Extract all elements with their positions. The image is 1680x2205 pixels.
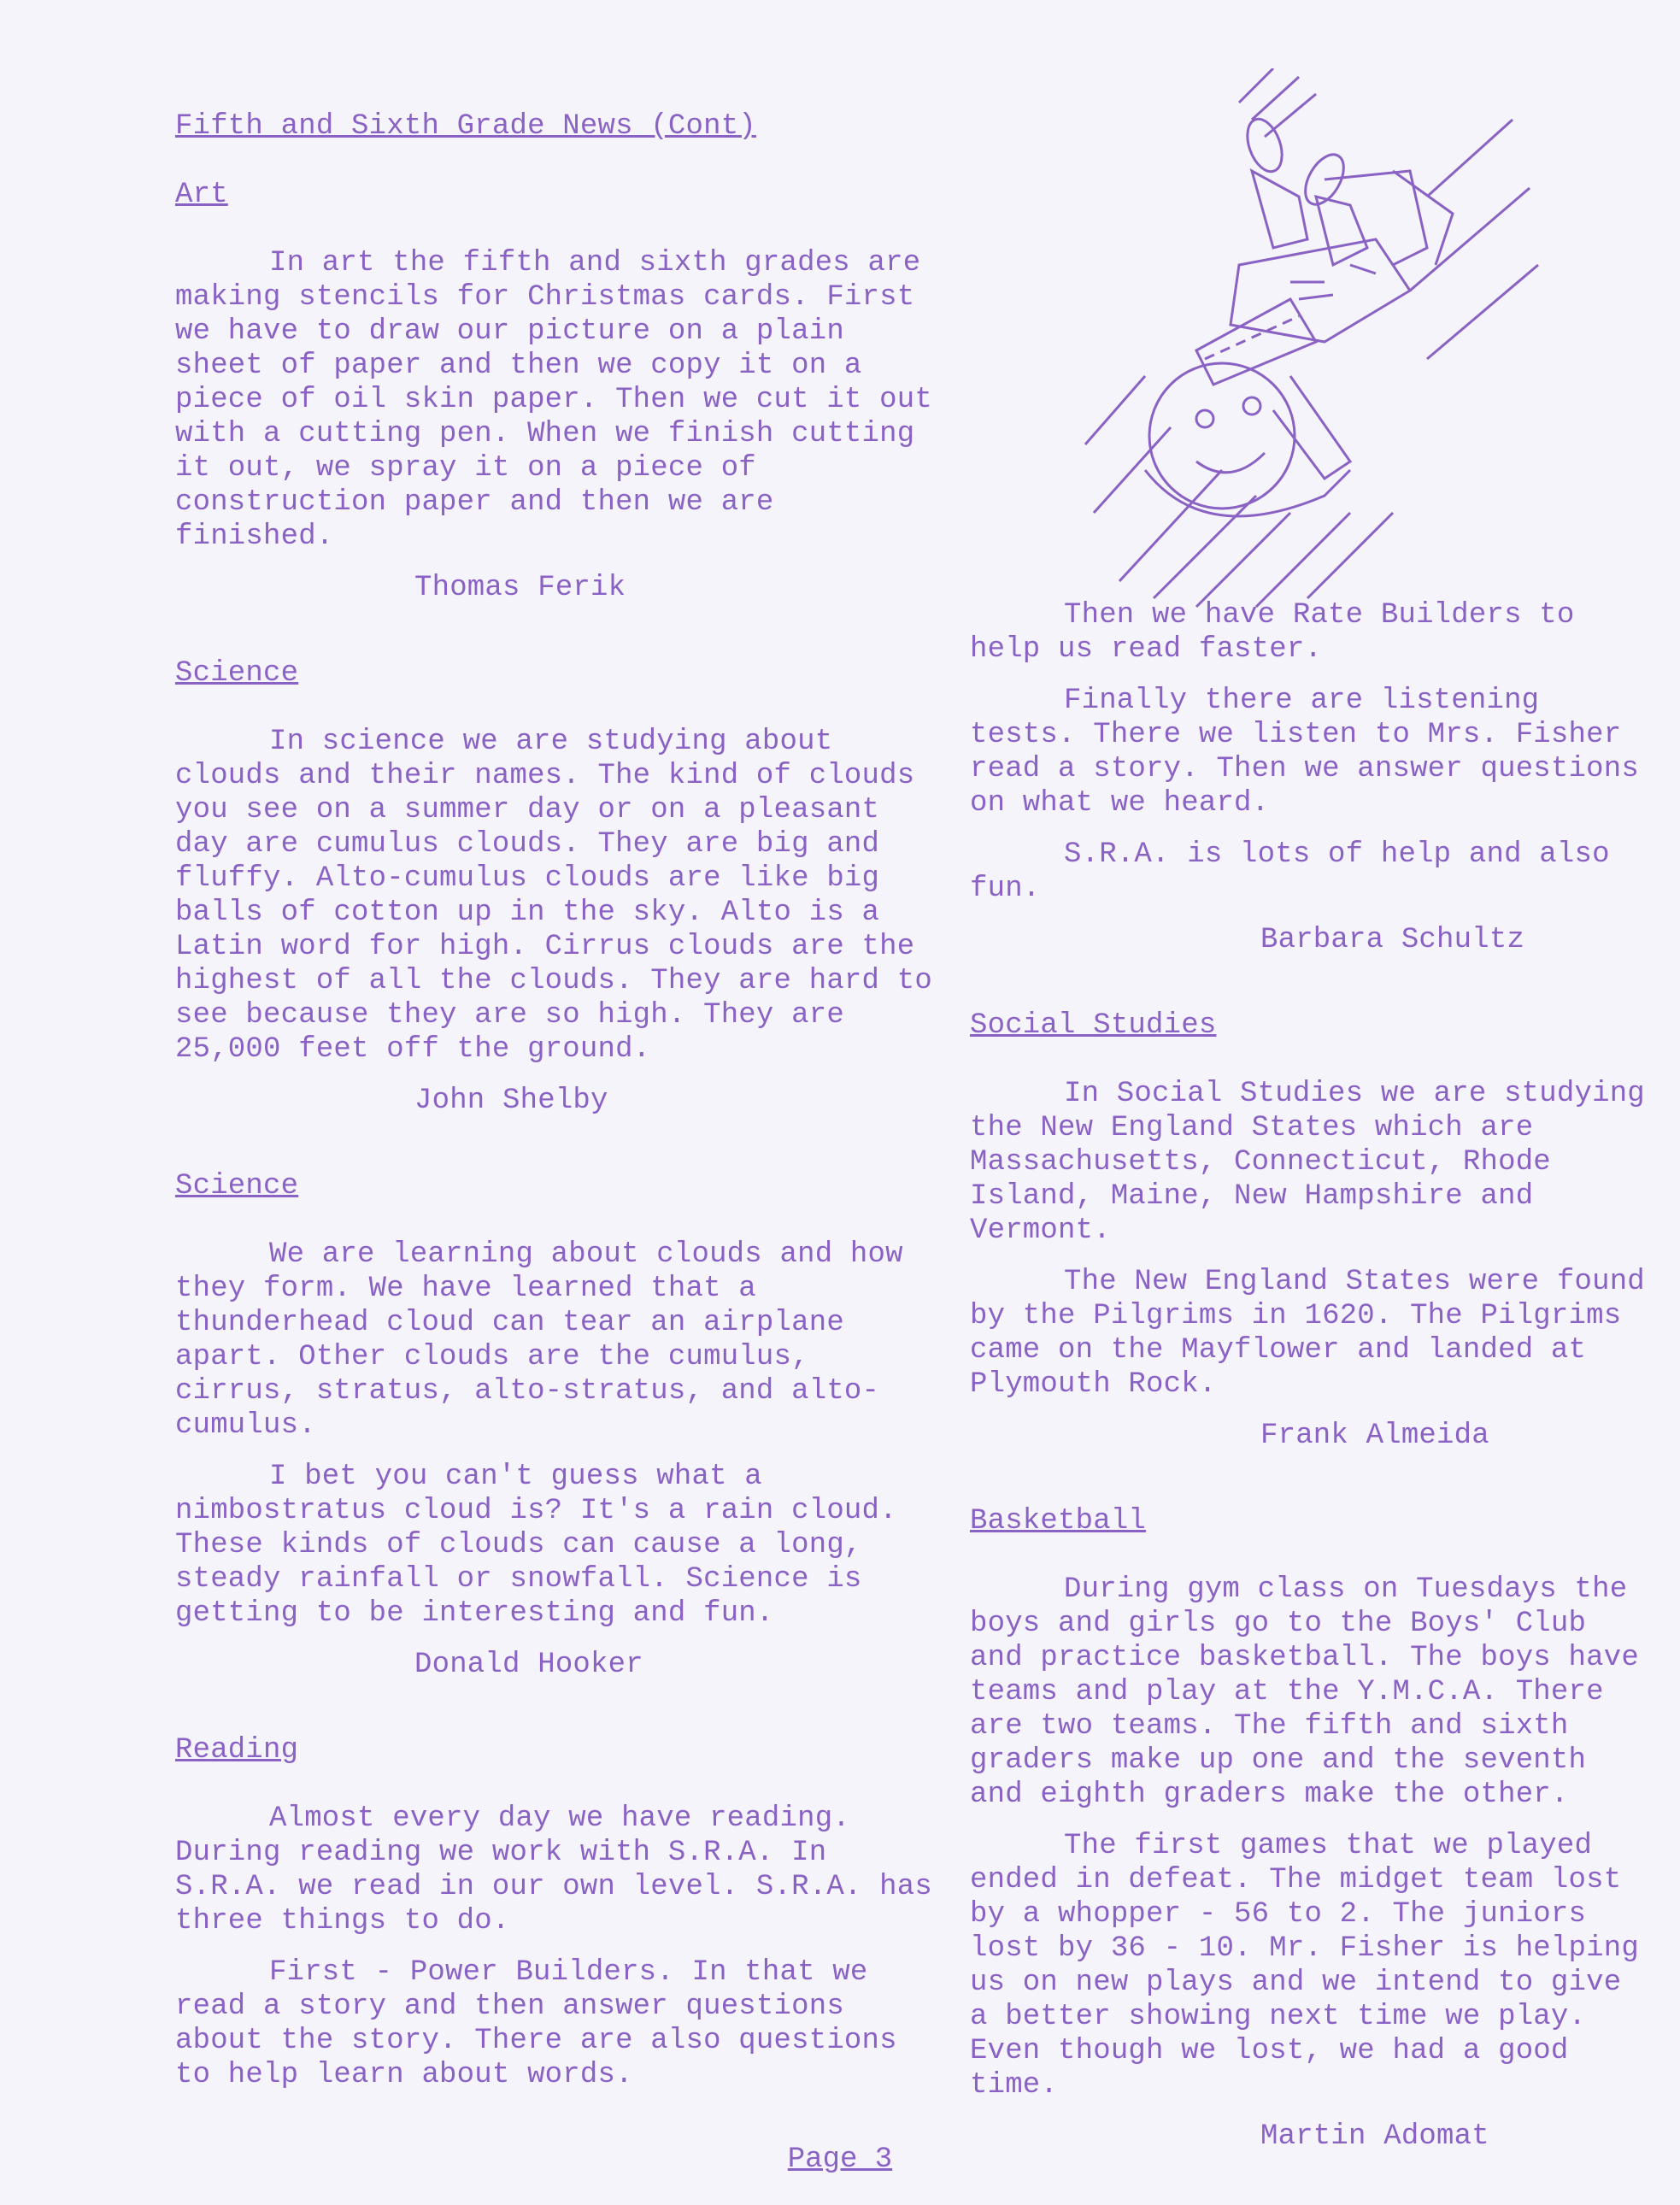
science2-heading: Science xyxy=(175,1170,299,1202)
social-studies-paragraph-1: In Social Studies we are studying the New England States which are Massachusetts, Connecticut, Rhode Island, Maine, New Hampshire and Vermont. xyxy=(970,1078,1645,1247)
reading-paragraph-2: First - Power Builders. In that we read a story and then answer questions about the story. There are also questions to help learn about words. xyxy=(175,1956,897,2091)
sledding-child-illustration xyxy=(1068,68,1547,615)
page-title: Fifth and Sixth Grade News (Cont) xyxy=(175,110,756,143)
science2-paragraph-2: I bet you can't guess what a nimbostratus cloud is? It's a rain cloud. These kinds of clouds can cause a long, steady rainfall or snowfall. Science is getting to be interesting and fun. xyxy=(175,1461,897,1630)
right-column xyxy=(970,598,1654,2205)
reading-cont-author: Barbara Schultz xyxy=(1260,924,1525,956)
social-studies-heading: Social Studies xyxy=(970,1009,1217,1042)
basketball-author: Martin Adomat xyxy=(1260,2120,1489,2153)
art-heading: Art xyxy=(175,179,228,211)
science2-author: Donald Hooker xyxy=(414,1649,643,1681)
page-number: Page 3 xyxy=(787,2143,893,2176)
science1-paragraph: In science we are studying about clouds and their names. The kind of clouds you see on a summer day or on a pleasant day are cumulus clouds. They are big and fluffy. Alto-cumulus clouds are like big balls of cotton up in the sky. Alto is a Latin word for high. Cirrus clouds are the highest of all the clouds. They are hard to see because they are so high. They are 25,000 feet off the ground. xyxy=(175,726,932,1066)
art-author: Thomas Ferik xyxy=(414,572,626,604)
social-studies-author: Frank Almeida xyxy=(1260,1420,1489,1452)
basketball-heading: Basketball xyxy=(970,1505,1147,1538)
science1-author: John Shelby xyxy=(414,1085,608,1117)
basketball-paragraph-2: The first games that we played ended in defeat. The midget team lost by a whopper - 56 to 2. The juniors lost by 36 - 10. Mr. Fisher is helping us on new plays and we intend to give a better showing next time we play. Even though we lost, we had a good time. xyxy=(970,1830,1639,2102)
reading-cont-paragraph-2: Finally there are listening tests. There we listen to Mrs. Fisher read a story. Then we answer questions on what we heard. xyxy=(970,685,1639,820)
reading-heading: Reading xyxy=(175,1734,299,1767)
reading-cont-paragraph-1: Then we have Rate Builders to help us read faster. xyxy=(970,599,1575,666)
reading-paragraph-1: Almost every day we have reading. During reading we work with S.R.A. In S.R.A. we read in our own level. S.R.A. has three things to do. xyxy=(175,1802,932,1937)
left-column xyxy=(175,109,944,2109)
social-studies-paragraph-2: The New England States were found by the Pilgrims in 1620. The Pilgrims came on the Mayflower and landed at Plymouth Rock. xyxy=(970,1266,1645,1401)
art-paragraph: In art the fifth and sixth grades are making stencils for Christmas cards. First we have to draw our picture on a plain sheet of paper and then we copy it on a piece of oil skin paper. Then we cut it out with a cutting pen. When we finish cutting it out, we spray it on a piece of construction paper and then we are finished. xyxy=(175,247,932,553)
basketball-paragraph-1: During gym class on Tuesdays the boys and girls go to the Boys' Club and practice basketball. The boys have teams and play at the Y.M.C.A. There are two teams. The fifth and sixth graders make up one and the seventh and eighth graders make the other. xyxy=(970,1573,1639,1811)
science2-paragraph-1: We are learning about clouds and how they form. We have learned that a thunderhead cloud can tear an airplane apart. Other clouds are the cumulus, cirrus, stratus, alto-stratus, and alto-cumulus. xyxy=(175,1238,903,1442)
reading-cont-paragraph-3: S.R.A. is lots of help and also fun. xyxy=(970,838,1610,905)
science1-heading: Science xyxy=(175,657,299,690)
